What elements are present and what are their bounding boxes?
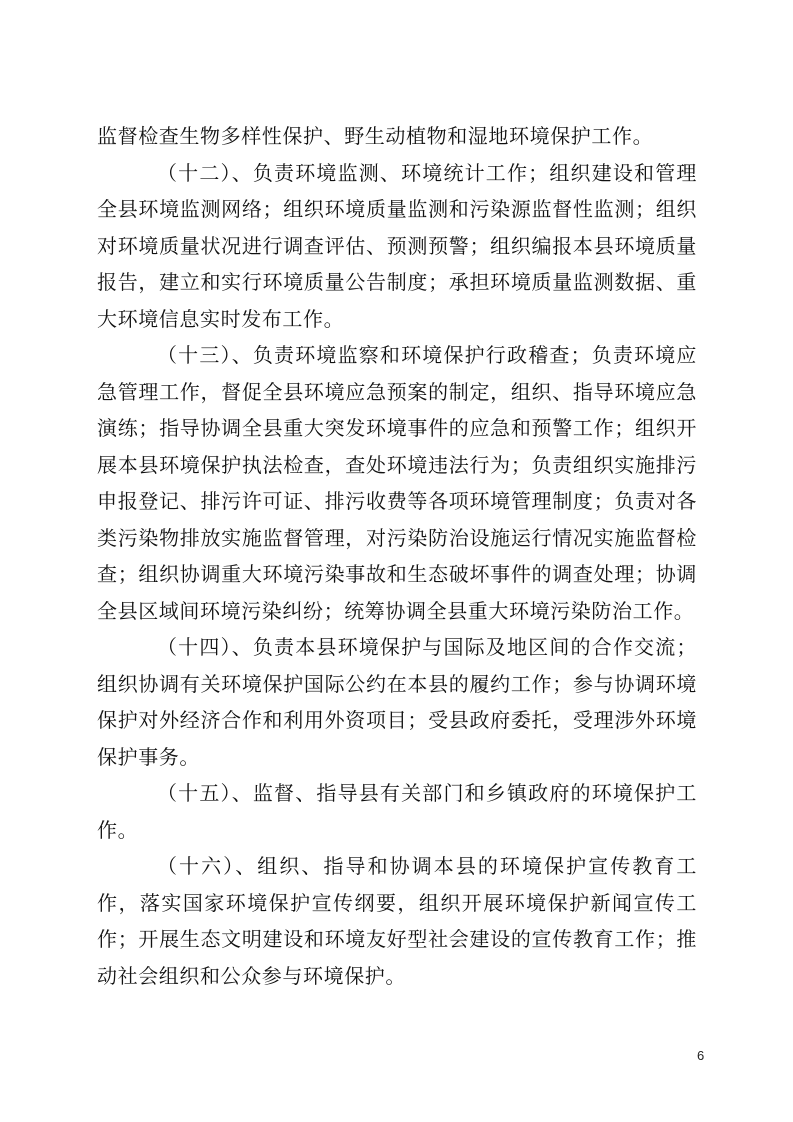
page-number: 6 — [697, 1048, 705, 1063]
paragraph-item-15: （十五）、监督、指导县有关部门和乡镇政府的环境保护工作。 — [97, 781, 697, 842]
paragraph-item-16: （十六）、组织、指导和协调本县的环境保护宣传教育工作，落实国家环境保护宣传纲要，组织开展环境保护新闻宣传工作；开展生态文明建设和环境友好型社会建设的宣传教育工作；推动社会组织和公众参与环境保护。 — [97, 854, 697, 988]
paragraph-continuation: 监督检查生物多样性保护、野生动植物和湿地环境保护工作。 — [97, 124, 654, 148]
document-body — [97, 118, 697, 994]
paragraph-item-13: （十三）、负责环境监察和环境保护行政稽查；负责环境应急管理工作，督促全县环境应急预案的制定，组织、指导环境应急演练；指导协调全县重大突发环境事件的应急和预警工作；组织开展本县环境保护执法检查，查处环境违法行为；负责组织实施排污申报登记、排污许可证、排污收费等各项环境管理制度；负责对各类污染物排放实施监督管理，对污染防治设施运行情况实施监督检查；组织协调重大环境污染事故和生态破坏事件的调查处理；协调全县区域间环境污染纠纷；统筹协调全县重大环境污染防治工作。 — [97, 343, 697, 623]
paragraph-item-12: （十二）、负责环境监测、环境统计工作；组织建设和管理全县环境监测网络；组织环境质量监测和污染源监督性监测；组织对环境质量状况进行调查评估、预测预警；组织编报本县环境质量报告，建立和实行环境质量公告制度；承担环境质量监测数据、重大环境信息实时发布工作。 — [97, 160, 697, 331]
paragraph-item-14: （十四）、负责本县环境保护与国际及地区间的合作交流；组织协调有关环境保护国际公约在本县的履约工作；参与协调环境保护对外经济合作和利用外资项目；受县政府委托，受理涉外环境保护事务。 — [97, 635, 697, 769]
